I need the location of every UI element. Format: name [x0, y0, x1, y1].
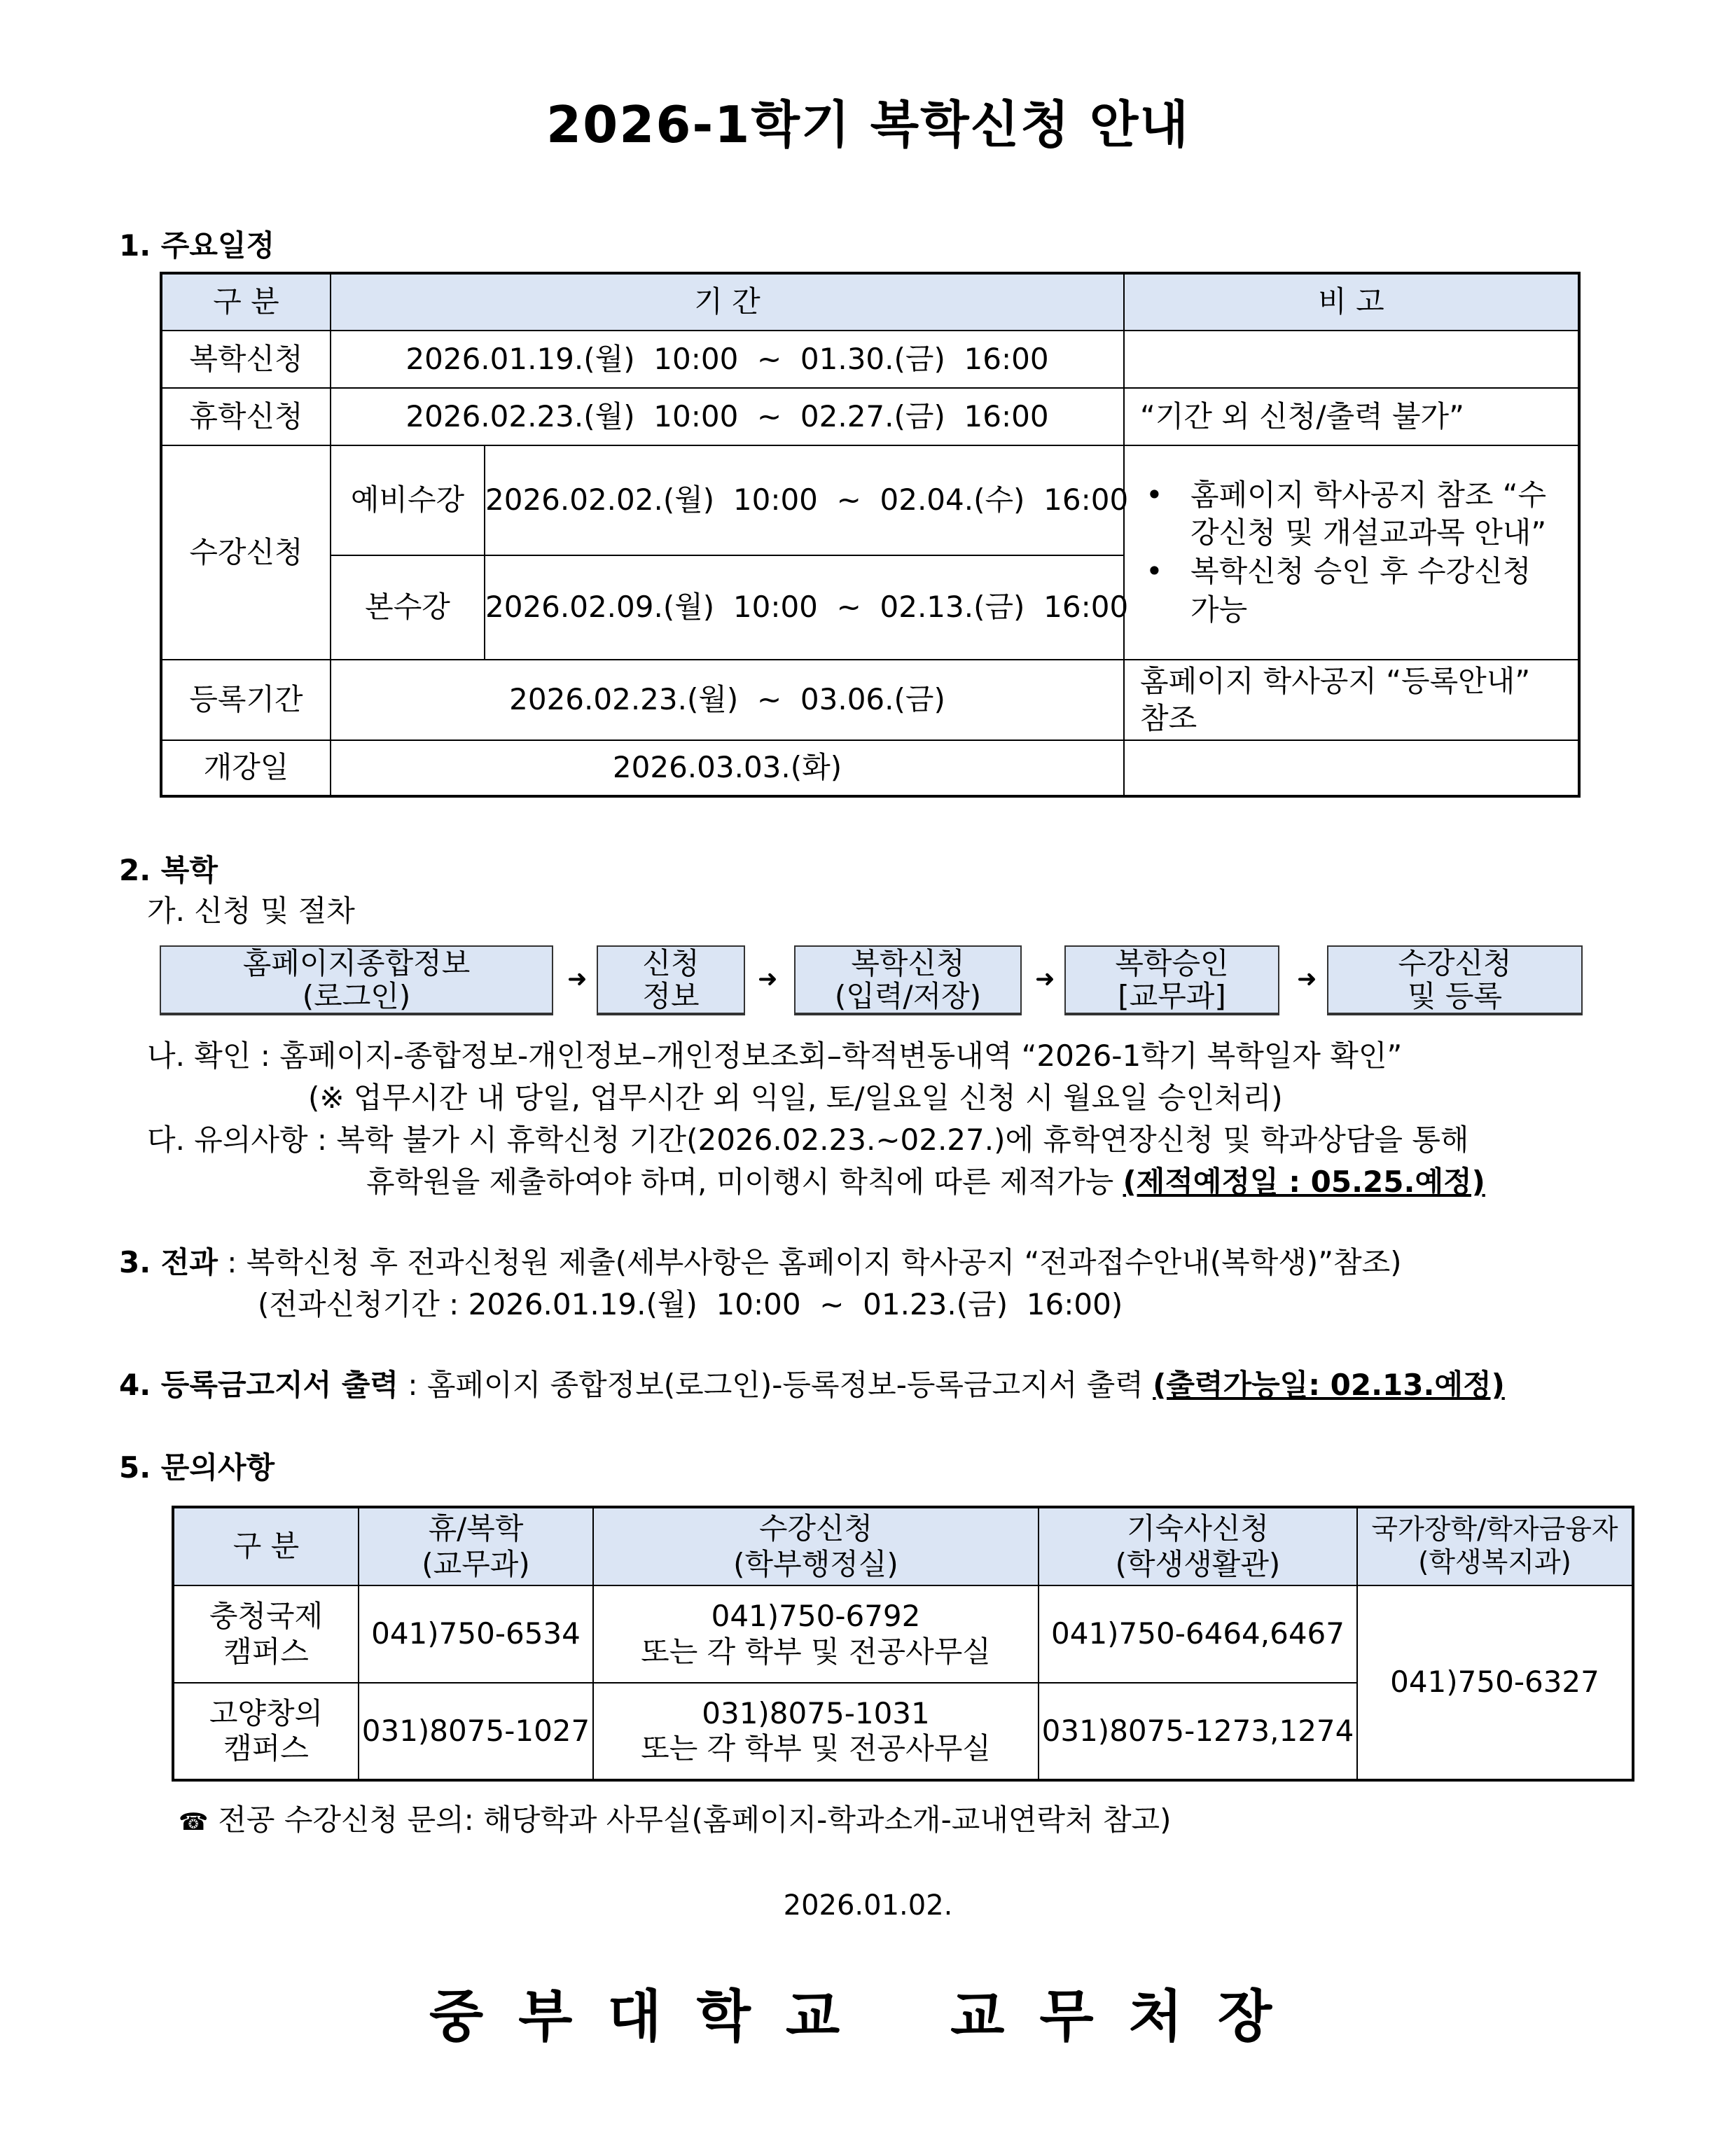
leave-return-phone: 031)8075-1027 [359, 1683, 593, 1780]
flow-step-line1: 복학신청 [851, 945, 965, 980]
section-2b-confirm: 나. 확인 : 홈페이지-종합정보-개인정보–개인정보조회–학적변동내역 “2026-1학기 복학일자 확인” [147, 1039, 1403, 1073]
flow-step-return-application [794, 945, 1022, 1015]
telephone-icon: ☎ [179, 1808, 209, 1836]
campus-line1: 고양창의 [209, 1695, 324, 1730]
flow-step-line1: 수강신청 [1398, 945, 1512, 980]
section-3-heading: 3. 전과 [119, 1245, 218, 1279]
schedule-header-row [161, 273, 1579, 331]
header-category: 구 분 [173, 1507, 359, 1585]
course-remarks [1124, 445, 1579, 660]
arrow-right-icon: ➜ [1297, 965, 1317, 993]
campus-line1: 충청국제 [209, 1599, 324, 1634]
schedule-row-leave [161, 388, 1579, 445]
row-remark: 홈페이지 학사공지 “등록안내” 참조 [1124, 660, 1579, 740]
flow-step-line1: 복학승인 [1115, 945, 1229, 980]
course-phone-alt: 또는 각 학부 및 전공사무실 [641, 1634, 991, 1669]
header-line2: (교무과) [422, 1546, 530, 1581]
print-date-emphasis: (출력가능일: 02.13.예정) [1153, 1368, 1505, 1402]
section-4-text: : 홈페이지 종합정보(로그인)-등록정보-등록금고지서 출력 [398, 1368, 1153, 1402]
section-2c-caution: 다. 유의사항 : 복학 불가 시 휴학신청 기간(2026.02.23.~02.27.)에 휴학연장신청 및 학과상담을 통해 [147, 1123, 1469, 1157]
sub-label-pre: 예비수강 [331, 445, 485, 555]
course-phone [593, 1683, 1039, 1780]
section-2c-caution-cont [366, 1159, 1485, 1201]
header-course [593, 1507, 1039, 1585]
row-label: 복학신청 [161, 331, 331, 388]
course-phone [593, 1585, 1039, 1683]
section-2b-note: (※ 업무시간 내 당일, 업무시간 외 익일, 토/일요일 신청 시 월요일 승인처리) [308, 1081, 1283, 1115]
header-dorm [1039, 1507, 1357, 1585]
section-3-period: (전과신청기간 : 2026.01.19.(월) 10:00 ~ 01.23.(금) 16:00) [258, 1287, 1123, 1321]
row-remark [1124, 740, 1579, 796]
contact-header-row [173, 1507, 1633, 1585]
arrow-right-icon: ➜ [567, 965, 588, 993]
flow-step-line2: 및 등록 [1407, 979, 1503, 1013]
schedule-row-opening [161, 740, 1579, 796]
contact-row-chungcheong [173, 1585, 1633, 1683]
flow-step-line2: (로그인) [302, 979, 411, 1013]
course-phone-number: 031)8075-1031 [702, 1695, 930, 1730]
campus-name [173, 1683, 359, 1780]
row-period: 2026.02.23.(월) 10:00 ~ 02.27.(금) 16:00 [331, 388, 1124, 445]
course-phone-alt: 또는 각 학부 및 전공사무실 [641, 1731, 991, 1765]
row-period: 2026.01.19.(월) 10:00 ~ 01.30.(금) 16:00 [331, 331, 1124, 388]
page-title: 2026-1학기 복학신청 안내 [546, 95, 1190, 154]
flow-step-line2: 정보 [642, 979, 700, 1013]
header-remark: 비 고 [1124, 273, 1579, 331]
section-4-heading: 4. 등록금고지서 출력 [119, 1368, 398, 1402]
header-line2: (학부행정실) [733, 1546, 898, 1581]
dorm-phone: 041)750-6464,6467 [1039, 1585, 1357, 1683]
row-label: 등록기간 [161, 660, 331, 740]
leave-return-phone: 041)750-6534 [359, 1585, 593, 1683]
schedule-row-registration [161, 660, 1579, 740]
row-period: 2026.03.03.(화) [331, 740, 1124, 796]
header-line2: (학생생활관) [1115, 1546, 1281, 1581]
flow-step-course-registration [1327, 945, 1583, 1015]
schedule-table [160, 272, 1581, 798]
remark-bullet: • 복학신청 승인 후 수강신청 가능 [1190, 553, 1565, 629]
scholarship-phone: 041)750-6327 [1357, 1585, 1633, 1780]
flow-step-homepage-login [160, 945, 553, 1015]
signature: 중부대학교 교무처장 [429, 1984, 1307, 2049]
section-5-heading: 5. 문의사항 [119, 1450, 275, 1485]
row-period-pre: 2026.02.02.(월) 10:00 ~ 02.04.(수) 16:00 [485, 445, 1124, 555]
issue-date: 2026.01.02. [783, 1889, 953, 1922]
header-line2: (학생복지과) [1418, 1546, 1571, 1578]
row-period-main: 2026.02.09.(월) 10:00 ~ 02.13.(금) 16:00 [485, 555, 1124, 660]
contact-table [172, 1506, 1634, 1782]
header-scholarship [1357, 1507, 1633, 1585]
arrow-right-icon: ➜ [758, 965, 778, 993]
section-2-heading: 2. 복학 [119, 853, 218, 887]
sub-label-main: 본수강 [331, 555, 485, 660]
remark-bullet: • 홈페이지 학사공지 참조 “수강신청 및 개설교과목 안내” [1190, 476, 1565, 553]
section-1-heading: 1. 주요일정 [119, 228, 275, 263]
major-course-inquiry-note [179, 1797, 1172, 1839]
header-line1: 휴/복학 [428, 1511, 524, 1546]
header-line1: 수강신청 [758, 1511, 873, 1546]
flow-step-line2: [교무과] [1118, 979, 1226, 1013]
header-leave-return [359, 1507, 593, 1585]
course-phone-number: 041)750-6792 [711, 1599, 921, 1634]
flow-step-line1: 홈페이지종합정보 [242, 945, 471, 980]
row-label: 개강일 [161, 740, 331, 796]
header-category: 구 분 [161, 273, 331, 331]
row-period: 2026.02.23.(월) ~ 03.06.(금) [331, 660, 1124, 740]
flow-step-line2: (입력/저장) [834, 979, 982, 1013]
section-3 [119, 1240, 1402, 1282]
flow-step-line1: 신청 [642, 945, 700, 980]
campus-line2: 캠퍼스 [223, 1634, 309, 1669]
row-remark [1124, 331, 1579, 388]
flow-step-application-info [597, 945, 745, 1015]
expulsion-date-emphasis: (제적예정일 : 05.25.예정) [1123, 1165, 1485, 1199]
row-label: 휴학신청 [161, 388, 331, 445]
header-line1: 국가장학/학자금융자 [1371, 1513, 1618, 1546]
header-line1: 기숙사신청 [1127, 1511, 1269, 1546]
section-2a-label: 가. 신청 및 절차 [147, 894, 355, 928]
schedule-row-course-pre [161, 445, 1579, 555]
note-text: 전공 수강신청 문의: 해당학과 사무실(홈페이지-학과소개-교내연락처 참고) [218, 1803, 1172, 1837]
schedule-row-return [161, 331, 1579, 388]
flow-step-return-approval [1064, 945, 1279, 1015]
dorm-phone: 031)8075-1273,1274 [1039, 1683, 1357, 1780]
header-period: 기 간 [331, 273, 1124, 331]
section-3-text: : 복학신청 후 전과신청원 제출(세부사항은 홈페이지 학사공지 “전과접수안내(복학생)”참조) [217, 1245, 1402, 1279]
row-label: 수강신청 [161, 445, 331, 660]
campus-name [173, 1585, 359, 1683]
arrow-right-icon: ➜ [1035, 965, 1055, 993]
campus-line2: 캠퍼스 [223, 1731, 309, 1765]
section-4 [119, 1362, 1505, 1404]
row-remark: “기간 외 신청/출력 불가” [1124, 388, 1579, 445]
caution-text: 휴학원을 제출하여야 하며, 미이행시 학칙에 따른 제적가능 [366, 1165, 1114, 1199]
